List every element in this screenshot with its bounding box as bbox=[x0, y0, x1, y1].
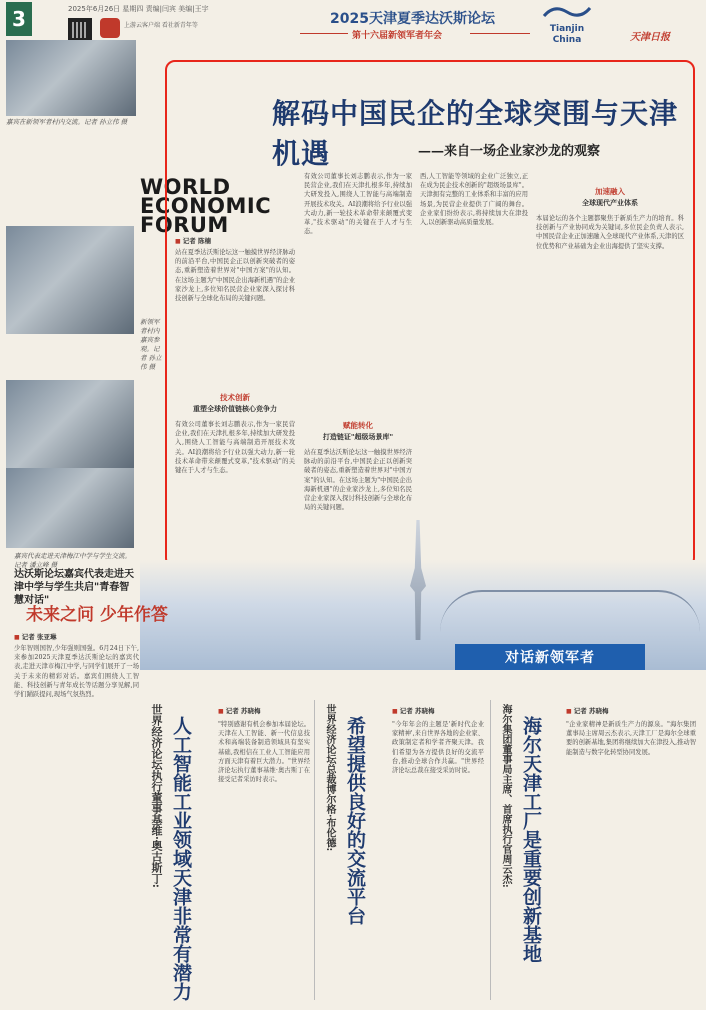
main-subheadline: ——来自一场企业家沙龙的观察 bbox=[418, 144, 601, 159]
section1-heading: 技术创新 bbox=[220, 393, 250, 402]
article2-kicker: 世界经济论坛总裁博尔格·布伦德: bbox=[324, 704, 335, 852]
main-col1b-text: 有效公司董事长刘志鹏表示,作为一家民营企业,我们在天津扎根多年,持续加大研发投入,围绕人工智能与高端制造开展技术攻关。AI浪潮将给予行业以强大动力,新一轮技术革命带来颠覆式变革,"技术驱动"的关键在于人才与生态。 bbox=[175, 421, 295, 475]
article1-byline: ■ 记者 苏晓梅 bbox=[218, 706, 261, 715]
section-banner: 对话新领军者 bbox=[455, 644, 645, 670]
app-promo-text: 上游云客户端 看社新青年等 bbox=[124, 22, 198, 29]
photo-exhibition bbox=[6, 380, 134, 468]
qr-code-icon bbox=[68, 18, 92, 42]
app-logo-icon bbox=[100, 18, 120, 38]
photo-village-exchange bbox=[6, 40, 136, 116]
bridge-illustration bbox=[440, 590, 700, 632]
main-col3-text: 西,人工智能等领域的企业广泛独立,正在成为民企技术创新的"超级场景库"。天津拥有完整的工业体系和丰富的应用场景,为民营企业提供了广阔的舞台。企业家们纷纷表示,将持续加大在津投入,以创新驱动高质量发展。 bbox=[420, 173, 528, 227]
section3-subheading: 全球现代产业体系 bbox=[582, 199, 638, 207]
section2-heading: 赋能转化 bbox=[343, 421, 373, 430]
photo4-caption: 嘉宾代表走进天津梅江中学与学生交流。记者 潘立峰 摄 bbox=[14, 552, 131, 569]
forum-title: 2025天津夏季达沃斯论坛 bbox=[330, 11, 495, 27]
section1-subheading: 重塑全球价值链核心竞争力 bbox=[193, 405, 277, 413]
tianjin-china-logo bbox=[540, 4, 594, 45]
subtitle-rule-left bbox=[300, 33, 348, 34]
article3-body: "企业家精神是新质生产力的源泉。"海尔集团董事局主席周云杰表示,天津工厂是海尔全球重要的创新基地,集团将继续加大在津投入,推动智能制造与数字化转型协同发展。 bbox=[566, 721, 696, 756]
page-number: 3 bbox=[6, 2, 32, 36]
article1-title: 人工智能工业领域天津非常有潜力 bbox=[170, 716, 192, 1001]
wef-logo-text: WORLD ECONOMIC FORUM bbox=[140, 175, 272, 237]
divider-2 bbox=[490, 700, 491, 1000]
article1-body: "特别感谢有机会参加本届论坛。天津在人工智能、新一代信息技术和高端装备制造领域具有坚实基础,我相信在工业人工智能应用方面天津有着巨大潜力。"世界经济论坛执行董事基维·奥古斯丁在接受记者采访时表示。 bbox=[218, 721, 310, 784]
logo-text: Tianjin China bbox=[549, 24, 585, 45]
main-col2b-text: 站在夏季达沃斯论坛这一触摸世界经济脉动的前沿平台,中国民企正以创新突破者的姿态,重新塑造着世界对"中国方案"的认知。在这场主题为"中国民企出海新机遇"的企业家沙龙上,多位知名民营企业家深入探讨科技创新与全球化布局的关键问题。 bbox=[304, 449, 412, 512]
section3-heading: 加速融入 bbox=[595, 187, 625, 196]
article3-byline: ■ 记者 苏晓梅 bbox=[566, 706, 609, 715]
main-col4-text: 本届论坛的各个主题都聚焦于新质生产力的培育。科技创新与产业协同成为关键词,多位民企负责人表示,中国民营企业正加速融入全球现代产业体系,天津的区位优势和产业基础为企业出海提供了坚实支撑。 bbox=[536, 215, 684, 250]
article3-kicker: 海尔集团董事局主席、首席执行官周云杰: bbox=[500, 704, 511, 888]
subtitle-rule-right bbox=[470, 33, 530, 34]
article2-byline: ■ 记者 苏晓梅 bbox=[392, 706, 435, 715]
main-byline: ■ 记者 陈楠 bbox=[175, 236, 211, 245]
article1-kicker: 世界经济论坛执行董事基维·奥古斯丁: bbox=[150, 704, 163, 888]
lower-left-headline: 达沃斯论坛嘉宾代表走进天津中学与学生共启"青春智慧对话" bbox=[14, 569, 134, 606]
article2-title: 希望提供良好的交流平台 bbox=[344, 716, 366, 925]
photo-village-visit bbox=[6, 226, 134, 334]
article2-body: "今年年会的主题是'新时代企业家精神',来自世界各地的企业家、政策制定者和学者齐聚天津。我们希望为各方提供良好的交流平台,推动全球合作共赢。"世界经济论坛总裁在接受采访时说。 bbox=[392, 721, 484, 775]
lower-left-body: 少年智则国智,少年强则国强。6月24日下午,来参加2025天津夏季达沃斯论坛的嘉宾代表,走进天津市梅江中学,与同学们展开了一场关于未来的精彩对话。嘉宾们围绕人工智能、科技创新与青年成长等话题分享见解,同学们踊跃提问,现场气氛热烈。 bbox=[14, 645, 139, 699]
section2-subheading: 打造链证"超级场景库" bbox=[322, 433, 394, 441]
photo2-caption: 新领军者村内嘉宾参观。记者 孙立伟 摄 bbox=[140, 318, 162, 371]
main-headline: 解码中国民企的全球突围与天津机遇 bbox=[272, 97, 679, 170]
main-col1-text: 站在夏季达沃斯论坛这一触摸世界经济脉动的前沿平台,中国民企正以创新突破者的姿态,重新塑造着世界对"中国方案"的认知。在这场主题为"中国民企出海新机遇"的企业家沙龙上,多位知名民营企业家深入探讨科技创新与全球化布局的关键问题。 bbox=[175, 249, 295, 303]
main-col2-text: 有效公司董事长刘志鹏表示,作为一家民营企业,我们在天津扎根多年,持续加大研发投入,围绕人工智能与高端制造开展技术攻关。AI浪潮将给予行业以强大动力,新一轮技术革命带来颠覆式变革,"技术驱动"的关键在于人才与生态。 bbox=[304, 173, 412, 236]
photo1-caption: 嘉宾在新领军者村内交流。记者 孙立伟 摄 bbox=[6, 118, 128, 126]
photo-school-visit bbox=[6, 468, 134, 548]
forum-subtitle: 第十六届新领军者年会 bbox=[352, 31, 443, 41]
logo-wave-icon bbox=[540, 4, 594, 20]
newspaper-brand: 天津日报 bbox=[630, 32, 670, 43]
lower-left-byline: ■ 记者 张亚琳 bbox=[14, 632, 57, 641]
dateline: 2025年6月26日 星期四 责编|闫宾 美编|王宇 bbox=[68, 5, 209, 13]
divider-1 bbox=[314, 700, 315, 1000]
article3-title: 海尔天津工厂是重要创新基地 bbox=[520, 716, 542, 963]
lower-left-mainline: 未来之问 少年作答 bbox=[26, 605, 168, 625]
